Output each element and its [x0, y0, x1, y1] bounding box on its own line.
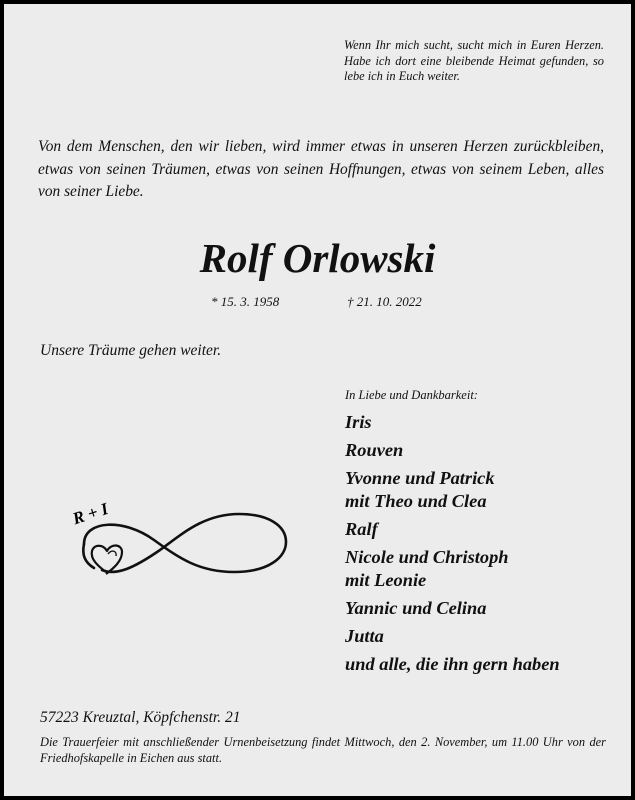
dreams-line: Unsere Träume gehen weiter.	[40, 342, 222, 359]
mourner-subline: mit Leonie	[345, 570, 427, 590]
mourner-item	[345, 467, 615, 513]
funeral-note: Die Trauerfeier mit anschließender Urnenbeisetzung findet Mittwoch, den 2. November, um 11.00 Uhr von der Friedhofskapelle in Eichen aus statt.	[40, 735, 606, 765]
mourner-item	[345, 439, 615, 462]
mourner-line: Rouven	[345, 440, 404, 460]
mourner-line: Jutta	[345, 626, 384, 646]
mourner-item	[345, 518, 615, 541]
mourner-line: Yvonne und Patrick	[345, 468, 495, 488]
mourner-line: Yannic und Celina	[345, 598, 487, 618]
quote-text: Von dem Menschen, den wir lieben, wird immer etwas in unseren Herzen zurückbleiben, etwas von seinen Träumen, etwas von seinen Hoffnungen, etwas von seinem Leben, alles von seiner Liebe.	[38, 138, 604, 200]
deceased-name: Rolf Orlowski	[199, 235, 436, 281]
heart-shape	[92, 545, 122, 574]
mourner-item	[345, 411, 615, 434]
mourner-line: Iris	[345, 412, 372, 432]
death-date: † 21. 10. 2022	[347, 294, 422, 309]
mourner-subline: mit Theo und Clea	[345, 491, 487, 511]
heart-inner-stroke	[108, 551, 116, 556]
motto-text: Wenn Ihr mich sucht, sucht mich in Euren Herzen. Habe ich dort eine bleibende Heimat gefunden, so lebe ich in Euch weiter.	[344, 38, 604, 83]
mourner-item	[345, 625, 615, 648]
mourners-list	[345, 411, 615, 681]
mourner-item	[345, 653, 615, 676]
birth-date: * 15. 3. 1958	[211, 294, 280, 309]
thanks-heading: In Liebe und Dankbarkeit:	[345, 388, 478, 402]
mourner-item	[345, 546, 615, 592]
initials-text: R + I	[70, 499, 111, 529]
infinity-loop-shape	[84, 514, 286, 572]
mourner-line: Ralf	[345, 519, 378, 539]
mourner-line: und alle, die ihn gern haben	[345, 654, 560, 674]
mourner-item	[345, 597, 615, 620]
infinity-heart-icon	[64, 482, 304, 592]
mourner-line: Nicole und Christoph	[345, 547, 509, 567]
address-line: 57223 Kreuztal, Köpfchenstr. 21	[40, 709, 241, 726]
